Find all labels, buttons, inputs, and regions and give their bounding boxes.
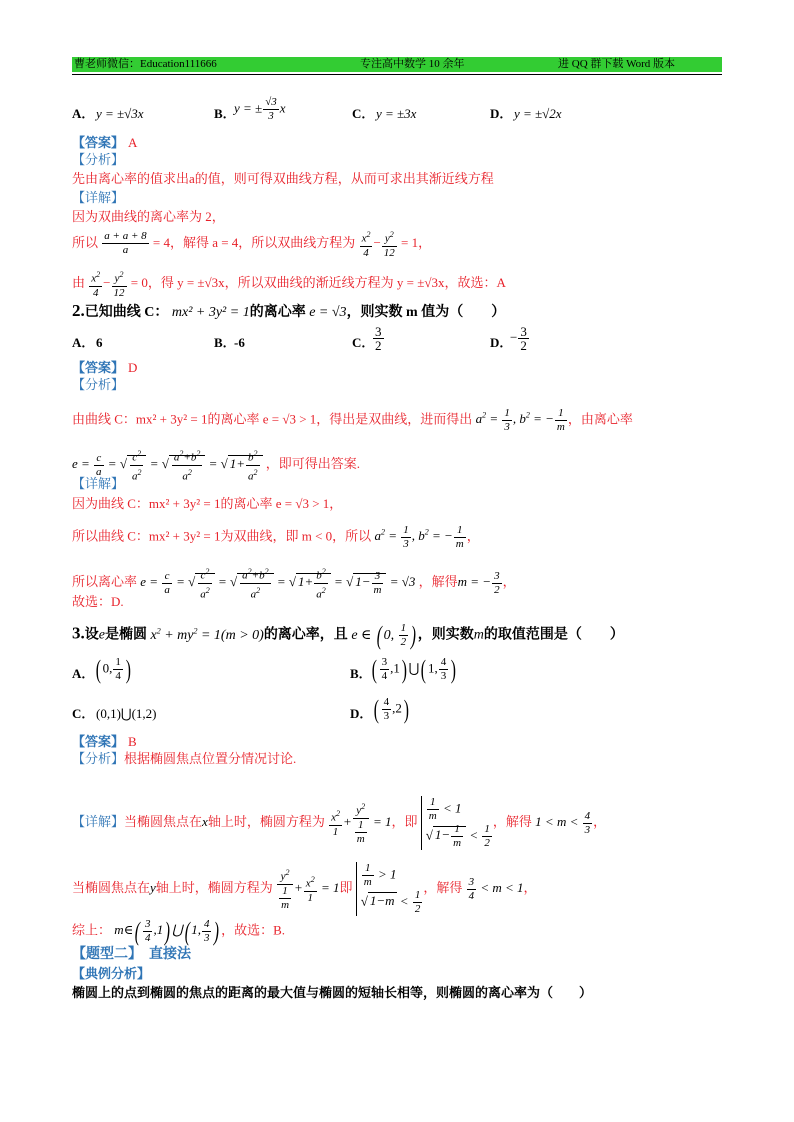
- q2-analysis-1c: ，由离心率: [567, 411, 633, 427]
- q1-detail-2a: 所以: [72, 234, 99, 250]
- q1-option-d: y = ±√2x: [514, 106, 562, 121]
- q2-option-a: 6: [96, 335, 103, 350]
- q2-analysis-1a: 由曲线 C：: [72, 411, 136, 427]
- q1-detail-tag: 【详解】: [72, 190, 125, 205]
- q2-answer: D: [128, 360, 138, 375]
- q1-analysis-tag: 【分析】: [72, 152, 125, 167]
- q2-stem-a: 已知曲线 C：: [84, 305, 169, 320]
- q2-detail-2a: 所以曲线 C：mx² + 3y² = 1为双曲线，即 m < 0，所以: [72, 528, 372, 544]
- q3-stem-d: ，则实数: [417, 627, 474, 643]
- q2-option-b: -6: [234, 335, 245, 350]
- header-center: 专注高中数学 10 余年: [360, 58, 465, 70]
- q3-analysis-text: 根据椭圆焦点位置分情况讨论.: [124, 751, 297, 766]
- q2-stem-e: ，则实数 m 值为（ ）: [346, 305, 506, 320]
- q3-number: 3.: [72, 623, 85, 643]
- q3-detail-1a: 当椭圆焦点在: [124, 813, 203, 829]
- q2-analysis-2-text: ，即可得出答案.: [265, 456, 361, 472]
- q3-summary-b: ，故选：B.: [221, 922, 286, 938]
- q2-detail-2: 所以曲线 C：mx² + 3y² = 1为双曲线，即 m < 0，所以 $a^2$ = $\frac{1}{3}$ , $b^2$ = − $\frac{1}{m}$ ，: [72, 524, 480, 550]
- q2-option-b-label: B．: [214, 335, 236, 350]
- q3-stem: 3.设e是椭圆 $x^2 + my^2 = 1(m > 0)$的离心率，且 e ∈ ( 0, $\frac{1}{2}$ ) ，则实数m的取值范围是（ ）: [72, 620, 624, 650]
- q2-analysis-2: e = $\frac{c}{a}$ = √ $\frac{c^2}{a^2}$ = √ $\frac{a^2+b^2}{a^2}$ = √ 1+ $\frac{b^2}{a^2}$ ，即可得出答案.: [72, 449, 361, 483]
- q3-option-a-label: A．: [72, 666, 95, 681]
- section-tag: 【题型二】: [72, 947, 142, 962]
- q1-option-b-label: B．: [214, 106, 236, 121]
- q1-option-c-label: C．: [352, 106, 375, 121]
- q3-option-d: ( $\frac{4}{3}$ ,2): [373, 694, 409, 724]
- q2-detail-1: 因为曲线 C：mx² + 3y² = 1的离心率 e = √3 > 1，: [72, 496, 343, 511]
- q2-detail-3a: 所以离心率: [72, 574, 138, 590]
- q1-detail-3: 由 $\frac{x^2}{4}$ − $\frac{y^2}{12}$ = 0，得 y = ±√3x，所以双曲线的渐近线方程为 y = ±√3x，故选：A: [72, 270, 506, 299]
- q1-detail-3a: 由: [72, 274, 86, 290]
- q3-detail-2c: 即: [339, 879, 353, 895]
- q3-option-c: (0,1)⋃(1,2): [96, 706, 157, 721]
- header-right: 进 QQ 群下载 Word 版本: [558, 58, 676, 70]
- q3-detail-2d: ，解得: [423, 879, 463, 895]
- q2-detail-3b: ，解得: [418, 574, 458, 590]
- q1-detail-3b: = 0，得 y = ±√3x，所以双曲线的渐近线方程为 y = ±√3x，故选：A: [130, 274, 506, 290]
- q3-answer-tag: 【答案】: [72, 734, 125, 749]
- header-left: 曹老师微信：Education111666: [74, 58, 217, 70]
- q3-answer: B: [128, 734, 137, 749]
- q3-detail-1: 【详解】当椭圆焦点在x轴上时，椭圆方程为 $\frac{x^2}{1}$ + $\frac{y^2}{\frac{1}{m}}$ = 1，即 $\frac{1}{m}$ < 1 √ 1− $\frac{1}{m}$ < $\frac{1}{2}$ ，解得 1 < m < $\frac{4}{3}$ ，: [72, 796, 607, 849]
- q3-option-a: ( 0, $\frac{1}{4}$ ): [95, 654, 131, 684]
- q2-number: 2.: [72, 301, 85, 320]
- q2-detail-3: 所以离心率 e = $\frac{c}{a}$ = √ $\frac{c^2}{a^2}$ = √ $\frac{a^2+b^2}{a^2}$ = √ 1+ $\frac{b^2}{a^2}$ = √ 1− $\frac{3}{m}$ = √3 ，解得m = − $\frac{3}{2}$ ，: [72, 567, 516, 601]
- q1-detail-1: 因为双曲线的离心率为 2，: [72, 209, 225, 224]
- q3-option-b-label: B．: [350, 666, 372, 681]
- q3-detail-tag: 【详解】: [72, 813, 125, 829]
- q3-stem-c: 的离心率，且: [263, 627, 348, 643]
- q3-stem-e: 的取值范围是（ ）: [483, 627, 624, 643]
- q1-detail-2: 所以 $\frac{a + a + 8}{a}$ = 4，解得 a = 4，所以双曲线方程为 $\frac{x^2}{4}$ − $\frac{y^2}{12}$ = 1，: [72, 230, 432, 259]
- q3-summary: 综上： m∈( $\frac{3}{4}$ ,1) ⋃( 1, $\frac{4}{3}$ ) ，故选：B.: [72, 916, 286, 946]
- q1-option-c: y = ±3x: [376, 106, 417, 121]
- q3-detail-2: 当椭圆焦点在y轴上时，椭圆方程为 $\frac{y^2}{\frac{1}{m}}$ + $\frac{x^2}{1}$ = 1即 $\frac{1}{m}$ > 1 √ 1−m < $\frac{1}{2}$ ，解得 $\frac{3}{4}$ < m < 1，: [72, 862, 537, 915]
- q2-option-d: − $\frac{3}{2}$: [510, 324, 527, 353]
- q2-analysis-tag: 【分析】: [72, 377, 125, 392]
- section-title: 直接法: [149, 947, 191, 962]
- q3-detail-2b: 轴上时，椭圆方程为: [155, 879, 273, 895]
- q3-stem-a: 设: [84, 627, 99, 643]
- q3-option-d-label: D．: [350, 706, 373, 721]
- q1-option-d-label: D．: [490, 106, 513, 121]
- section-heading: [72, 947, 191, 963]
- q2-analysis-1: 由曲线 C：mx² + 3y² = 1的离心率 e = √3 > 1，得出是双曲线，进而得出 $a^2$ = $\frac{1}{3}$ , $b^2$ = − $\frac{1}{m}$ ，由离心率: [72, 407, 633, 433]
- q2-option-d-label: D．: [490, 335, 513, 350]
- q1-option-a-label: A．: [72, 106, 95, 121]
- q1-detail-2c: = 1，: [401, 234, 432, 250]
- q1-detail-2b: = 4，解得 a = 4，所以双曲线方程为: [152, 234, 356, 250]
- q1-option-a: y = ±√3x: [96, 106, 144, 121]
- q3-detail-2a: 当椭圆焦点在: [72, 879, 151, 895]
- q1-answer: A: [128, 135, 138, 150]
- q3-option-b: ( $\frac{3}{4}$ ,1) ⋃( 1, $\frac{4}{3}$ ): [371, 654, 457, 684]
- section-question: 椭圆上的点到椭圆的焦点的距离的最大值与椭圆的短轴长相等，则椭圆的离心率为（ ）: [72, 985, 593, 1000]
- q2-stem-c: 的离心率: [249, 305, 306, 320]
- q3-summary-a: 综上：: [72, 922, 112, 938]
- q2-detail-2b: ，: [466, 528, 480, 544]
- header-banner: [72, 57, 722, 72]
- q2-option-c-label: C．: [352, 335, 375, 350]
- q2-stem-b: mx² + 3y² = 1: [171, 305, 250, 320]
- q3-option-c-label: C．: [72, 706, 95, 721]
- q3-analysis-tag: 【分析】: [72, 751, 125, 766]
- q2-stem-d: e = √3: [309, 305, 347, 320]
- header-rule: [72, 74, 722, 75]
- q3-detail-1c: ，即: [391, 813, 418, 829]
- q2-detail-4: 故选：D.: [72, 594, 124, 609]
- q2-option-a-label: A．: [72, 335, 95, 350]
- q3-analysis: [72, 751, 296, 767]
- q2-stem: [72, 303, 505, 321]
- q1-option-b: y = ± $\frac{√3}{3}$ x: [234, 96, 286, 122]
- q3-detail-1b: 轴上时，椭圆方程为: [207, 813, 325, 829]
- q2-analysis-1b: mx² + 3y² = 1的离心率 e = √3 > 1，得出是双曲线，进而得出: [135, 411, 473, 427]
- section-sub: 【典例分析】: [72, 966, 151, 981]
- q1-analysis: 先由离心率的值求出a的值，则可得双曲线方程，从而可求出其渐近线方程: [72, 171, 494, 186]
- q3-detail-1d: ，解得: [492, 813, 532, 829]
- q3-stem-b: 是椭圆: [104, 627, 147, 643]
- q2-option-c: $\frac{3}{2}$: [375, 324, 382, 353]
- q2-answer-tag: 【答案】: [72, 360, 125, 375]
- q1-answer-tag: 【答案】: [72, 135, 125, 150]
- q2-detail-tag: 【详解】: [72, 476, 125, 491]
